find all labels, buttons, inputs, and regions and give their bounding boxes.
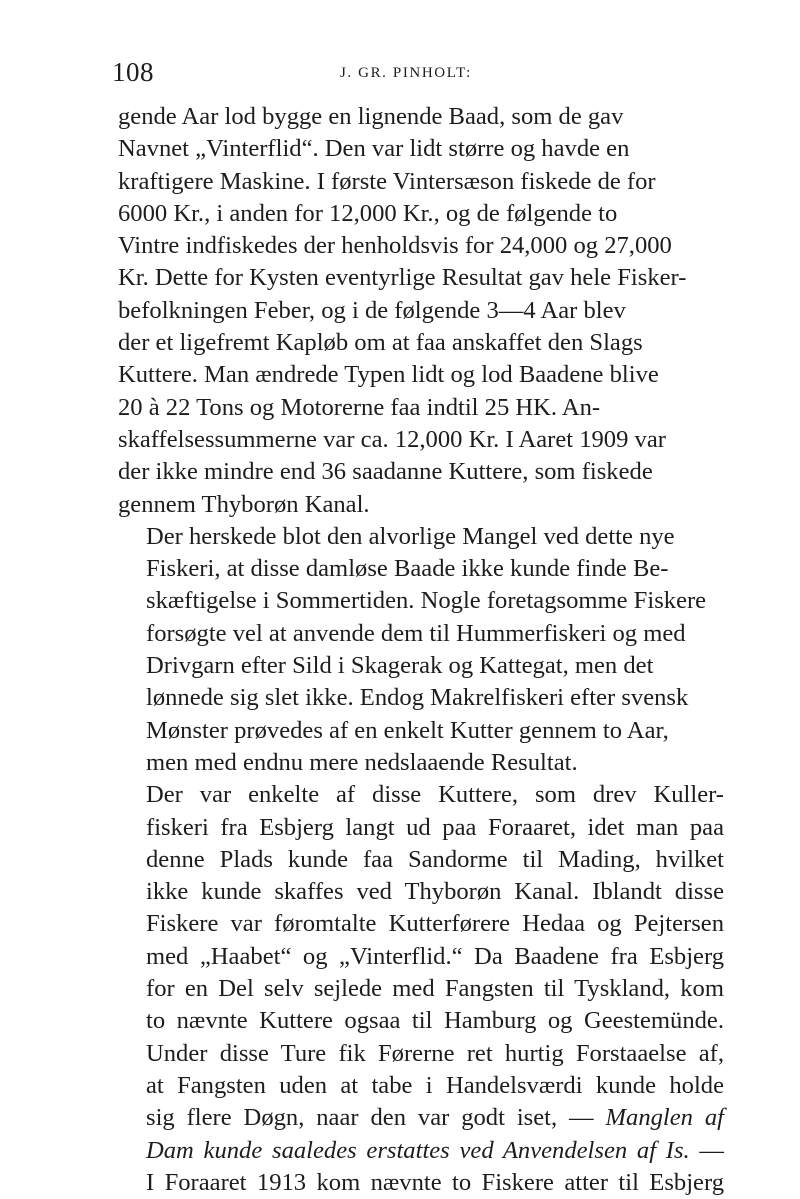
text-line: skæftigelse i Sommertiden. Nogle foretagsomme Fiskere <box>146 587 707 615</box>
text-line: befolkningen Feber, og i de følgende 3—4 Aar blev <box>118 296 626 324</box>
text-line: gennem Thyborøn Kanal. <box>118 490 370 518</box>
text-line: med „Haabet“ og „Vinterflid.“ Da Baadene fra Esbjerg <box>146 942 724 970</box>
text-line: Kr. Dette for Kysten eventyrlige Resultat gav hele Fisker- <box>118 264 687 292</box>
text-line: for en Del selv sejlede med Fangsten til Tyskland, kom <box>146 975 724 1003</box>
text-line: ikke kunde skaffes ved Thyborøn Kanal. Iblandt disse <box>146 878 724 906</box>
text-line: Vintre indfiskedes der henholdsvis for 24,000 og 27,000 <box>118 232 672 260</box>
text-line: forsøgte vel at anvende dem til Hummerfiskeri og med <box>146 619 686 647</box>
text-line: lønnede sig slet ikke. Endog Makrelfiskeri efter svensk <box>146 684 689 712</box>
text-line: men med endnu mere nedslaaende Resultat. <box>146 748 578 776</box>
text-line: der ikke mindre end 36 saadanne Kuttere, som fiskede <box>118 458 653 486</box>
emphasized-text: Dam kunde saaledes erstattes ved Anvendelsen af Is. <box>146 1136 690 1164</box>
page-header <box>112 52 712 92</box>
emphasized-text: Manglen af <box>605 1104 725 1132</box>
text-line: Kuttere. Man ændrede Typen lidt og lod Baadene blive <box>118 361 659 389</box>
text-line: Fiskere var føromtalte Kutterførere Hedaa og Pejtersen <box>146 910 724 938</box>
text-line: Der herskede blot den alvorlige Mangel ved dette nye <box>146 522 675 550</box>
text-line: Der var enkelte af disse Kuttere, som drev Kuller- <box>146 781 724 809</box>
text-line: Navnet „Vinterflid“. Den var lidt større og havde en <box>118 135 630 163</box>
text-line: 20 à 22 Tons og Motorerne faa indtil 25 HK. An- <box>118 393 601 421</box>
text-line: I Foraaret 1913 kom nævnte to Fiskere atter til Esbjerg <box>146 1168 724 1196</box>
plain-text: sig flere Døgn, naar den var godt iset, — <box>146 1104 606 1132</box>
running-head: J. GR. PINHOLT: <box>340 65 472 81</box>
paragraph-2 <box>118 521 724 779</box>
text-line: fiskeri fra Esbjerg langt ud paa Foraaret, idet man paa <box>146 813 724 841</box>
paragraph-3 <box>118 779 724 1199</box>
text-line: gende Aar lod bygge en lignende Baad, som de gav <box>118 103 624 130</box>
text-line: Drivgarn efter Sild i Skagerak og Kattegat, men det <box>146 652 654 680</box>
text-line-with-emphasis <box>118 1102 724 1134</box>
plain-text: — <box>689 1136 724 1164</box>
text-line: 6000 Kr., i anden for 12,000 Kr., og de følgende to <box>118 199 618 227</box>
body-text <box>118 101 724 1199</box>
text-line: at Fangsten uden at tabe i Handelsværdi kunde holde <box>146 1071 724 1099</box>
text-line: kraftigere Maskine. I første Vintersæson fiskede de for <box>118 167 656 195</box>
text-line: skaffelsessummerne var ca. 12,000 Kr. I Aaret 1909 var <box>118 425 666 453</box>
paragraph-1 <box>118 101 724 521</box>
italic-text-line <box>118 1135 724 1167</box>
text-line: Mønster prøvedes af en enkelt Kutter gennem to Aar, <box>146 716 669 744</box>
text-line: der et ligefremt Kapløb om at faa anskaffet den Slags <box>118 329 643 357</box>
text-line: denne Plads kunde faa Sandorme til Mading, hvilket <box>146 845 724 873</box>
text-line: Under disse Ture fik Førerne ret hurtig Forstaaelse af, <box>146 1039 724 1067</box>
text-line: Fiskeri, at disse damløse Baade ikke kunde finde Be- <box>146 555 669 583</box>
text-line: to nævnte Kuttere ogsaa til Hamburg og Geestemünde. <box>146 1007 724 1035</box>
page-number: 108 <box>112 57 154 87</box>
